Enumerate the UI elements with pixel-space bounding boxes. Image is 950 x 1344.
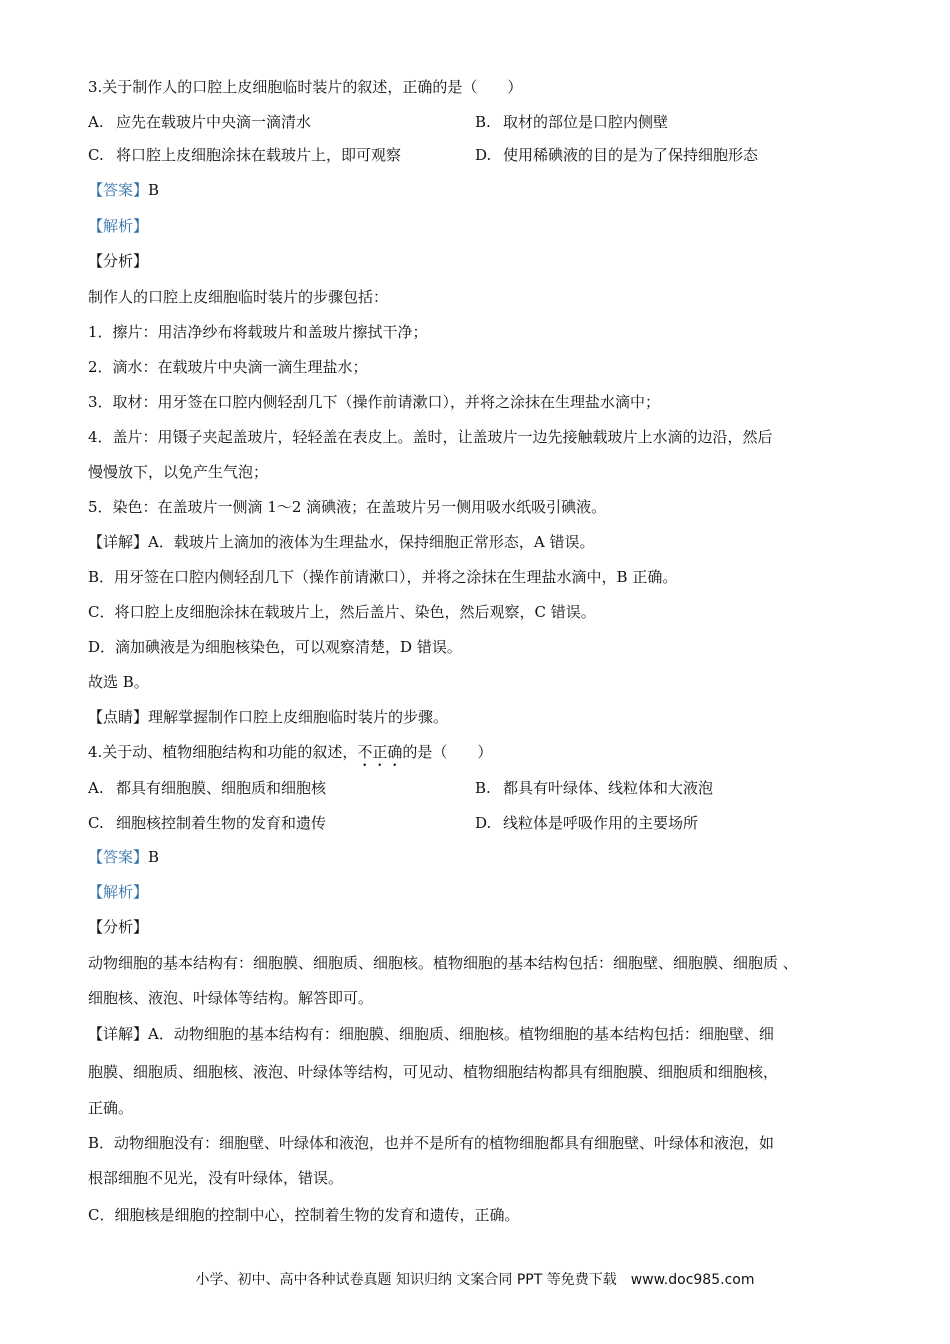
q4-option-d	[475, 813, 698, 833]
q4-answer	[88, 847, 159, 867]
q3-detail-first	[88, 532, 594, 552]
q4-jiexi-tag: 【解析】	[88, 883, 149, 901]
answer-value: B	[148, 848, 160, 866]
option-text: 应先在载玻片中央滴一滴清水	[116, 113, 312, 131]
dianjing-text: 理解掌握制作口腔上皮细胞临时装片的步骤。	[148, 708, 449, 726]
dianjing-tag: 【点睛】	[88, 708, 149, 726]
option-text: 使用稀碘液的目的是为了保持细胞形态	[503, 146, 759, 164]
q3-analysis-line: 1．擦片：用洁净纱布将载玻片和盖玻片擦拭干净；	[88, 323, 428, 341]
stem-emphasis: 不正确	[357, 743, 403, 761]
answer-value: B	[148, 181, 160, 199]
q3-analysis-line: 3．取材：用牙签在口腔内侧轻刮几下（操作前请漱口），并将之涂抹在生理盐水滴中；	[88, 393, 661, 411]
q3-analysis-line: 2．滴水：在载玻片中央滴一滴生理盐水；	[88, 358, 368, 376]
q4-analysis-line: 细胞核、液泡、叶绿体等结构。解答即可。	[88, 989, 374, 1007]
option-letter: A.	[88, 779, 104, 797]
option-text: 都具有叶绿体、线粒体和大液泡	[503, 779, 714, 797]
q3-fenxi-tag: 【分析】	[88, 252, 149, 270]
option-text: 细胞核控制着生物的发育和遗传	[116, 814, 327, 832]
q4-option-c	[88, 813, 326, 833]
q3-jiexi-tag: 【解析】	[88, 217, 149, 235]
q4-detail-line: B．动物细胞没有：细胞壁、叶绿体和液泡，也并不是所有的植物细胞都具有细胞壁、叶绿体和液泡，如	[88, 1134, 775, 1152]
q3-detail-line: D．滴加碘液是为细胞核染色，可以观察清楚，D 错误。	[88, 638, 462, 656]
option-letter: A.	[88, 113, 104, 131]
q3-analysis-line: 4．盖片：用镊子夹起盖玻片，轻轻盖在表皮上。盖时，让盖玻片一边先接触载玻片上水滴的边沿，然后	[88, 428, 773, 446]
q4-detail-line: 正确。	[88, 1099, 134, 1117]
option-letter: B.	[475, 779, 491, 797]
option-letter: B.	[475, 113, 491, 131]
q4-analysis-line: 动物细胞的基本结构有：细胞膜、细胞质、细胞核。植物细胞的基本结构包括：细胞壁、细胞膜、细胞质 、	[88, 954, 798, 972]
stem-prefix: 4.关于动、植物细胞结构和功能的叙述，	[88, 743, 358, 761]
q3-conclusion: 故选 B。	[88, 673, 149, 691]
question-4-stem	[88, 742, 492, 770]
q4-detail-line: 根部细胞不见光，没有叶绿体，错误。	[88, 1169, 344, 1187]
option-letter: C.	[88, 814, 104, 832]
q3-dianjing	[88, 707, 448, 727]
q3-detail-line: C．将口腔上皮细胞涂抹在载玻片上，然后盖片、染色，然后观察，C 错误。	[88, 603, 596, 621]
q4-option-a	[88, 778, 326, 798]
q3-option-a	[88, 112, 311, 132]
q4-option-b	[475, 778, 713, 798]
q3-option-c	[88, 145, 401, 165]
q3-analysis-line: 5．染色：在盖玻片一侧滴 1～2 滴碘液；在盖玻片另一侧用吸水纸吸引碘液。	[88, 498, 607, 516]
q3-option-b	[475, 112, 668, 132]
q4-detail-line: 胞膜、细胞质、细胞核、液泡、叶绿体等结构，可见动、植物细胞结构都具有细胞膜、细胞质和细胞核，	[88, 1063, 779, 1081]
detail-tag: 【详解】	[88, 1025, 149, 1043]
option-text: 取材的部位是口腔内侧壁	[503, 113, 669, 131]
answer-tag: 【答案】	[88, 181, 149, 199]
question-3-stem: 3.关于制作人的口腔上皮细胞临时装片的叙述，正确的是（ ）	[88, 78, 523, 96]
q3-answer	[88, 180, 159, 200]
page-footer: 小学、初中、高中各种试卷真题 知识归纳 文案合同 PPT 等免费下载 www.doc985.com	[195, 1272, 755, 1288]
detail-text: A．动物细胞的基本结构有：细胞膜、细胞质、细胞核。植物细胞的基本结构包括：细胞壁、细	[148, 1025, 774, 1043]
q3-detail-line: B．用牙签在口腔内侧轻刮几下（操作前请漱口），并将之涂抹在生理盐水滴中，B 正确。	[88, 568, 678, 586]
stem-suffix: 的是（ ）	[402, 743, 493, 761]
q4-detail-line: C．细胞核是细胞的控制中心，控制着生物的发育和遗传，正确。	[88, 1206, 520, 1224]
q4-fenxi-tag: 【分析】	[88, 918, 149, 936]
detail-text: A．载玻片上滴加的液体为生理盐水，保持细胞正常形态，A 错误。	[148, 533, 595, 551]
q4-detail-first	[88, 1024, 774, 1044]
option-text: 线粒体是呼吸作用的主要场所	[503, 814, 699, 832]
q3-analysis-line: 制作人的口腔上皮细胞临时装片的步骤包括：	[88, 288, 389, 306]
q3-analysis-line: 慢慢放下，以免产生气泡；	[88, 463, 269, 481]
answer-tag: 【答案】	[88, 848, 149, 866]
option-letter: D.	[475, 146, 492, 164]
option-text: 将口腔上皮细胞涂抹在载玻片上，即可观察	[116, 146, 402, 164]
option-letter: D.	[475, 814, 492, 832]
q3-option-d	[475, 145, 758, 165]
option-letter: C.	[88, 146, 104, 164]
detail-tag: 【详解】	[88, 533, 149, 551]
option-text: 都具有细胞膜、细胞质和细胞核	[116, 779, 327, 797]
